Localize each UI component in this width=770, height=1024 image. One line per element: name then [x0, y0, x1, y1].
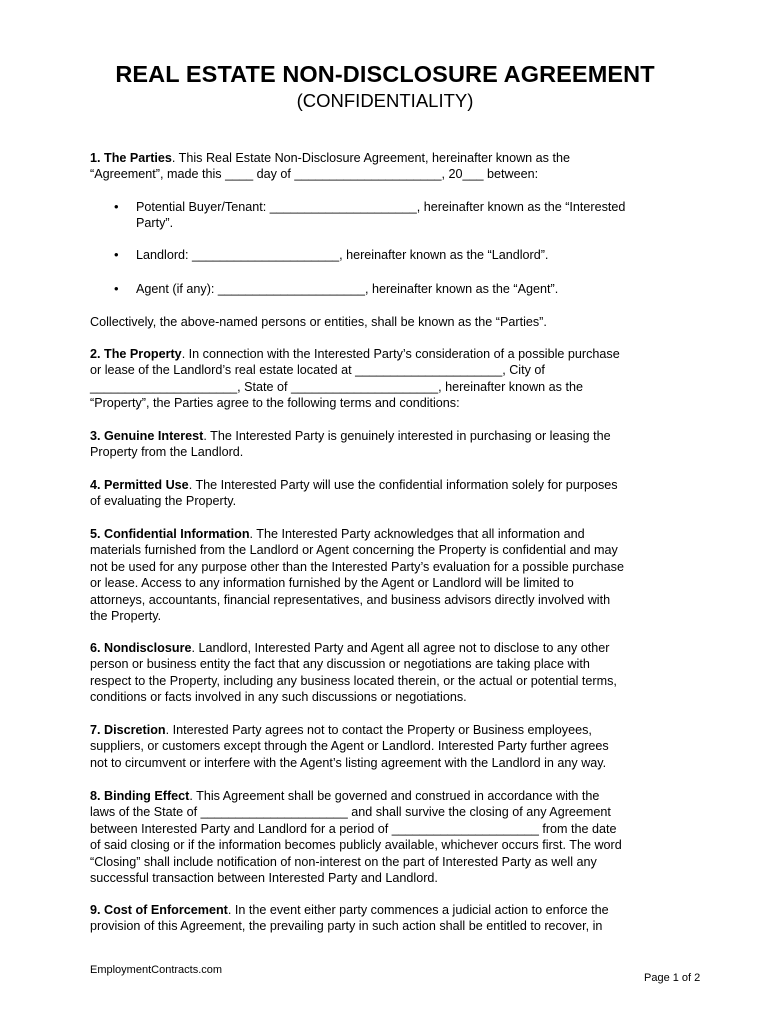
section-text: suppliers, or customers except through the Agent or Landlord. Interested Party further agrees: [90, 739, 609, 754]
section-text: the Property.: [90, 609, 162, 624]
list-item-text: Potential Buyer/Tenant: _____________________, hereinafter known as the “Interested: [136, 200, 626, 214]
section-text: between Interested Party and Landlord for a period of _____________________ from the date: [90, 821, 617, 836]
section-text: “Agreement”, made this ____ day of _____________________, 20___ between:: [90, 167, 539, 182]
section-text: . Landlord, Interested Party and Agent all agree not to disclose to any other: [191, 641, 610, 655]
section-text: . Interested Party agrees not to contact the Property or Business employees,: [165, 723, 592, 737]
section-text: “Property”, the Parties agree to the following terms and conditions:: [90, 396, 460, 411]
section-confidential-information: [90, 526, 690, 624]
section-text: _____________________, State of _____________________, hereinafter known as the: [90, 379, 583, 394]
section-nondisclosure: [90, 640, 690, 706]
section-text: respect to the Property, including any business located therein, or the actual or potential terms,: [90, 673, 617, 688]
section-text: attorneys, accountants, financial representatives, and business advisors directly involved with: [90, 592, 611, 607]
bullet-icon: •: [114, 281, 119, 296]
section-text: Property from the Landlord.: [90, 445, 244, 460]
footer-source: EmploymentContracts.com: [90, 964, 223, 976]
section-cost-of-enforcement: [90, 902, 690, 935]
list-item-text: Landlord: _____________________, hereinafter known as the “Landlord”.: [136, 248, 549, 262]
section-text: . The Interested Party acknowledges that all information and: [249, 527, 585, 541]
section-text: . This Agreement shall be governed and construed in accordance with the: [189, 789, 600, 803]
section-heading: 8. Binding Effect: [90, 789, 190, 803]
section-text: conditions or facts involved in any such discussions or negotiations.: [90, 690, 467, 705]
section-text: provision of this Agreement, the prevailing party in such action shall be entitled to recover, in: [90, 919, 603, 934]
page-number: Page 1 of 2: [644, 972, 701, 984]
section-text: or lease. Access to any information furnished by the Agent or Landlord will be limited to: [90, 576, 574, 591]
section-text: of evaluating the Property.: [90, 494, 237, 509]
section-heading: 6. Nondisclosure: [90, 641, 192, 655]
document-title: REAL ESTATE NON-DISCLOSURE AGREEMENT: [115, 61, 655, 87]
section-binding-effect: [90, 788, 690, 886]
section-heading: 9. Cost of Enforcement: [90, 903, 228, 917]
section-text: materials furnished from the Landlord or Agent concerning the Property is confidential and may: [90, 543, 618, 558]
section-text: Collectively, the above-named persons or entities, shall be known as the “Parties”.: [90, 315, 547, 329]
section-heading: 3. Genuine Interest: [90, 429, 204, 443]
section-text: of said closing or if the information becomes publicly available, whichever occurs first. The word: [90, 838, 622, 853]
section-text: . The Interested Party is genuinely interested in purchasing or leasing the: [203, 429, 611, 443]
section-property: [90, 346, 690, 412]
bullet-icon: •: [114, 247, 119, 262]
section-text: . In connection with the Interested Party’s consideration of a possible purchase: [181, 347, 620, 361]
section-text: not be used for any purpose other than the Interested Party’s evaluation for a possible purchase: [90, 559, 624, 574]
section-permitted-use: [90, 477, 690, 510]
section-parties: [90, 150, 690, 183]
section-heading: 1. The Parties: [90, 151, 172, 165]
section-text: . In the event either party commences a judicial action to enforce the: [227, 903, 609, 917]
list-item-text: Party”.: [136, 216, 174, 231]
section-text: . The Interested Party will use the confidential information solely for purposes: [188, 478, 618, 492]
section-heading: 2. The Property: [90, 347, 182, 361]
section-text: or lease of the Landlord’s real estate located at _____________________, City of: [90, 363, 545, 378]
section-heading: 4. Permitted Use: [90, 478, 189, 492]
section-collectively: [90, 314, 690, 330]
section-discretion: [90, 722, 690, 771]
bullet-icon: •: [114, 199, 119, 214]
section-text: successful transaction between Interested Party and Landlord.: [90, 871, 438, 886]
section-text: not to circumvent or interfere with the Agent’s listing agreement with the Landlord in any way.: [90, 755, 607, 770]
section-heading: 5. Confidential Information: [90, 527, 250, 541]
section-text: person or business entity the fact that any discussion or negotiations are taking place with: [90, 657, 590, 672]
section-genuine-interest: [90, 428, 690, 461]
section-text: laws of the State of _____________________ and shall survive the closing of any Agreement: [90, 805, 611, 820]
list-item-text: Agent (if any): _____________________, hereinafter known as the “Agent”.: [136, 282, 559, 296]
section-text: “Closing” shall include notification of non-interest on the part of Interested Party as well any: [90, 854, 597, 869]
document-subtitle: (CONFIDENTIALITY): [296, 90, 474, 111]
section-heading: 7. Discretion: [90, 723, 166, 737]
section-text: . This Real Estate Non-Disclosure Agreement, hereinafter known as the: [171, 151, 570, 165]
